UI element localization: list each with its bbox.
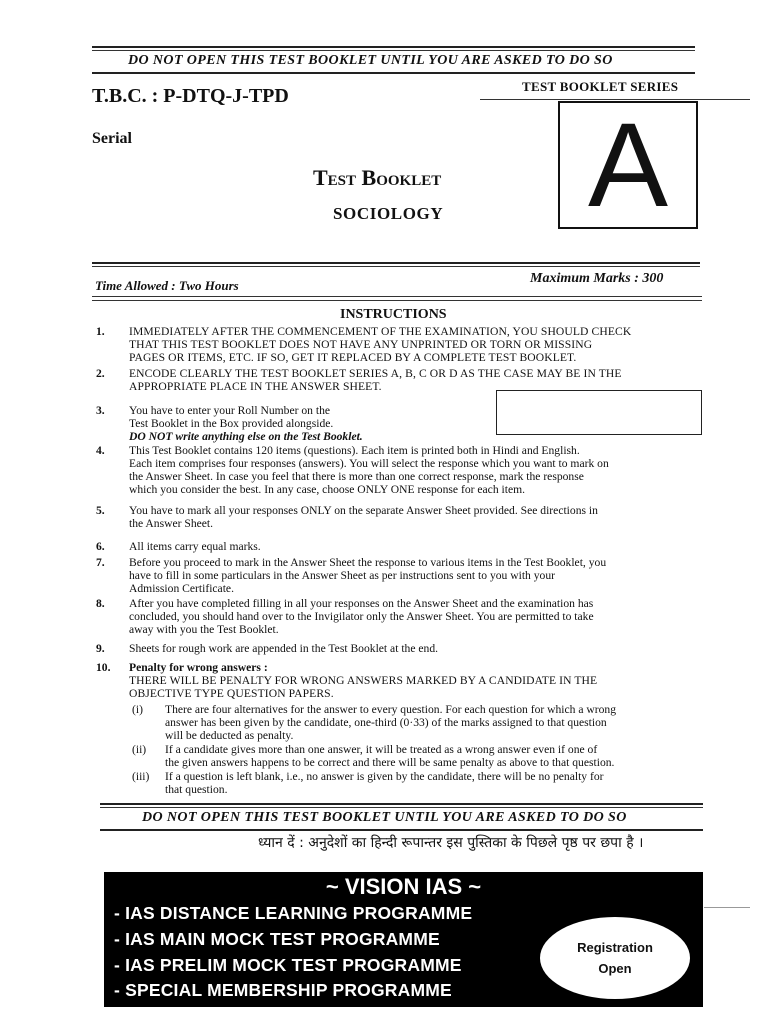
item-number: 10.	[96, 661, 111, 674]
subitem-number: (i)	[132, 703, 143, 716]
item-line: concluded, you should hand over to the Invigilator only the Answer Sheet. You are permitted to take	[129, 610, 594, 623]
advert-line: - SPECIAL MEMBERSHIP PROGRAMME	[114, 980, 452, 1000]
advert-line: - IAS MAIN MOCK TEST PROGRAMME	[114, 929, 440, 949]
badge-line-2: Open	[598, 961, 632, 976]
item-number: 7.	[96, 556, 105, 569]
advert-line: - IAS DISTANCE LEARNING PROGRAMME	[114, 903, 473, 923]
marks-rule-2	[92, 300, 702, 301]
subitem-line: answer has been given by the candidate, one-third (0·33) of the marks assigned to that question	[165, 716, 607, 729]
header-rule	[92, 262, 700, 264]
item-line: Before you proceed to mark in the Answer Sheet the response to various items in the Test Booklet, you	[129, 556, 607, 569]
item-line: IMMEDIATELY AFTER THE COMMENCEMENT OF THE EXAMINATION, YOU SHOULD CHECK	[129, 325, 632, 338]
instruction-item-9	[96, 642, 704, 655]
advert-line: - IAS PRELIM MOCK TEST PROGRAMME	[114, 955, 462, 975]
item-line: away with you the Test Booklet.	[129, 623, 279, 636]
header-rule-thin	[92, 266, 700, 267]
penalty-subitem-ii	[132, 743, 707, 769]
top-rule	[92, 46, 695, 48]
item-number: 8.	[96, 597, 105, 610]
instructions-heading: INSTRUCTIONS	[340, 307, 447, 322]
booklet-title: Test Booklet	[313, 165, 442, 190]
subitem-number: (ii)	[132, 743, 147, 756]
bottom-rule-thin	[100, 807, 703, 808]
subitem-line: that question.	[165, 783, 228, 796]
subitem-line: the given answers happens to be correct and there will be same penalty as above to that question.	[165, 756, 615, 769]
instruction-item-8	[96, 597, 704, 636]
instruction-item-7	[96, 556, 704, 595]
item-line: the Answer Sheet.	[129, 517, 214, 530]
badge-line-1: Registration	[577, 940, 653, 955]
tbc-code: T.B.C. : P-DTQ-J-TPD	[92, 85, 289, 107]
item-number: 5.	[96, 504, 105, 517]
item-line: have to fill in some particulars in the Answer Sheet as per instructions sent to you with your	[129, 569, 555, 582]
item-number: 9.	[96, 642, 105, 655]
subitem-line: If a question is left blank, i.e., no answer is given by the candidate, there will be no penalty for	[165, 770, 604, 783]
side-scan-line	[704, 907, 750, 908]
warning-underline	[92, 72, 695, 74]
series-letter: A	[587, 98, 669, 232]
warning-top: DO NOT OPEN THIS TEST BOOKLET UNTIL YOU ARE ASKED TO DO SO	[128, 53, 613, 68]
series-box	[558, 98, 698, 232]
instruction-item-4	[96, 444, 704, 496]
top-rule-thin	[92, 50, 695, 51]
instruction-item-6	[96, 540, 704, 553]
vision-ias-advert	[104, 872, 703, 1007]
item-line: Admission Certificate.	[129, 582, 234, 595]
advert-title: ~ VISION IAS ~	[325, 874, 482, 899]
item-line: the Answer Sheet. In case you feel that there is more than one correct response, mark the response	[129, 470, 584, 483]
maximum-marks: Maximum Marks : 300	[530, 271, 664, 286]
subitem-line: There are four alternatives for the answer to every question. For each question for which a wrong	[165, 703, 617, 716]
penalty-heading: Penalty for wrong answers :	[129, 661, 268, 674]
hindi-note: ध्यान दें : अनुदेशों का हिन्दी रूपान्तर इस पुस्तिका के पिछले पृष्ठ पर छपा है ।	[258, 835, 644, 851]
item-number: 6.	[96, 540, 105, 553]
item-number: 1.	[96, 325, 105, 338]
item-line: DO NOT write anything else on the Test Booklet.	[129, 430, 363, 443]
item-line: Test Booklet in the Box provided alongside.	[129, 417, 334, 430]
instruction-item-10	[96, 661, 704, 700]
instruction-item-5	[96, 504, 704, 530]
item-line: After you have completed filling in all your responses on the Answer Sheet and the examination has	[129, 597, 594, 610]
item-line: ENCODE CLEARLY THE TEST BOOKLET SERIES A, B, C OR D AS THE CASE MAY BE IN THE	[129, 367, 622, 380]
item-line: THERE WILL BE PENALTY FOR WRONG ANSWERS MARKED BY A CANDIDATE IN THE	[129, 674, 598, 687]
item-line: All items carry equal marks.	[129, 540, 261, 553]
item-line: THAT THIS TEST BOOKLET DOES NOT HAVE ANY UNPRINTED OR TORN OR MISSING	[129, 338, 593, 351]
warning-bottom: DO NOT OPEN THIS TEST BOOKLET UNTIL YOU ARE ASKED TO DO SO	[142, 810, 627, 825]
bottom-rule	[100, 803, 703, 805]
item-line: This Test Booklet contains 120 items (questions). Each item is printed both in Hindi and English.	[129, 444, 580, 457]
serial-label: Serial	[92, 130, 132, 147]
item-line: OBJECTIVE TYPE QUESTION PAPERS.	[129, 687, 334, 700]
marks-rule	[92, 296, 702, 297]
item-line: You have to enter your Roll Number on the	[129, 404, 331, 417]
item-line: PAGES OR ITEMS, ETC. IF SO, GET IT REPLACED BY A COMPLETE TEST BOOKLET.	[129, 351, 577, 364]
subitem-line: will be deducted as penalty.	[165, 729, 294, 742]
penalty-subitem-iii	[132, 770, 707, 796]
subitem-number: (iii)	[132, 770, 150, 783]
warning-bottom-underline	[100, 829, 703, 831]
instruction-item-1	[96, 325, 704, 364]
subject-title: SOCIOLOGY	[333, 204, 444, 223]
item-line: Sheets for rough work are appended in the Test Booklet at the end.	[129, 642, 439, 655]
item-line: which you consider the best. In any case, choose ONLY ONE response for each item.	[129, 483, 526, 496]
subitem-line: If a candidate gives more than one answer, it will be treated as a wrong answer even if one of	[165, 743, 598, 756]
series-label: TEST BOOKLET SERIES	[522, 79, 679, 94]
registration-open-badge	[540, 917, 690, 999]
item-line: Each item comprises four responses (answers). You will select the response which you want to mark on	[129, 457, 609, 470]
item-number: 3.	[96, 404, 105, 417]
item-line: APPROPRIATE PLACE IN THE ANSWER SHEET.	[129, 380, 382, 393]
item-number: 2.	[96, 367, 105, 380]
roll-number-box[interactable]	[496, 390, 702, 435]
serial-number	[186, 142, 256, 158]
item-number: 4.	[96, 444, 105, 457]
time-allowed: Time Allowed : Two Hours	[95, 278, 239, 293]
item-line: You have to mark all your responses ONLY on the separate Answer Sheet provided. See directions in	[129, 504, 598, 517]
penalty-subitem-i	[132, 703, 707, 742]
